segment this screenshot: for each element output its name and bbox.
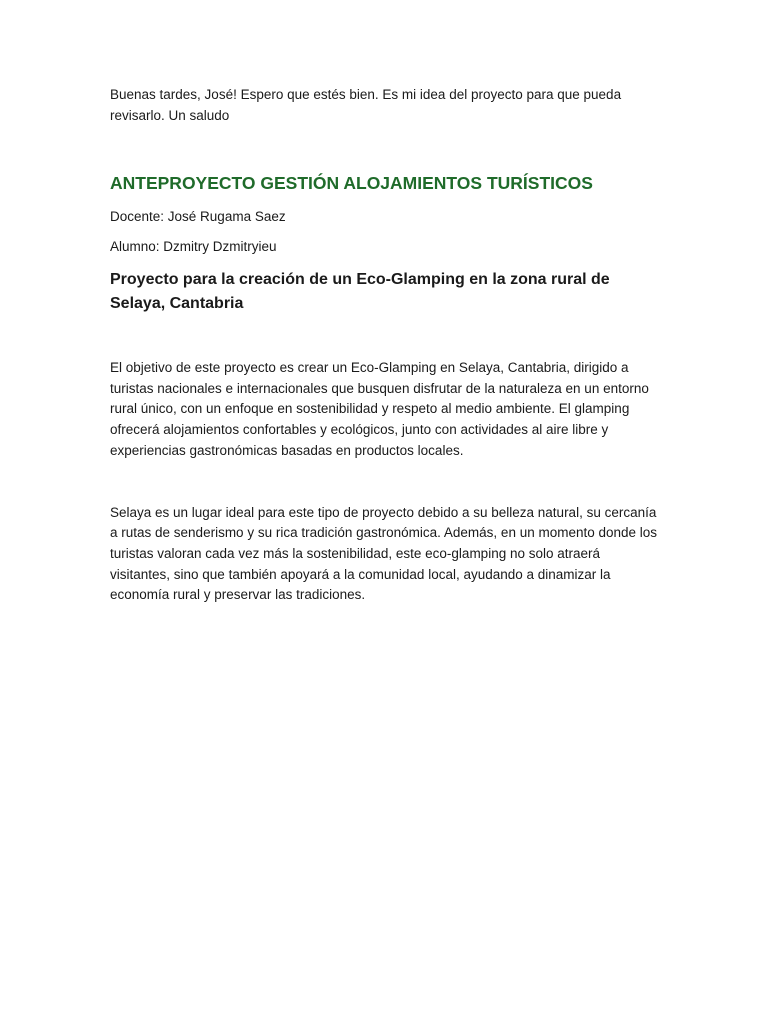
paragraph-objective: El objetivo de este proyecto es crear un Eco-Glamping en Selaya, Cantabria, dirigido a turistas nacionales e internacionales que busquen disfrutar de la naturaleza en un entorno rural único, con un enfoque en sostenibilidad y respeto al medio ambiente. El glamping ofrecerá alojamientos confortables y ecológicos, junto con actividades al aire libre y experiencias gastronómicas basadas en productos locales. xyxy=(110,360,649,458)
document-title: ANTEPROYECTO GESTIÓN ALOJAMIENTOS TURÍSTICOS xyxy=(110,173,593,193)
student-line: Alumno: Dzmitry Dzmitryieu xyxy=(110,239,277,254)
teacher-line: Docente: José Rugama Saez xyxy=(110,209,286,224)
greeting-text: Buenas tardes, José! Espero que estés bien. Es mi idea del proyecto para que pueda revisarlo. Un saludo xyxy=(110,87,622,123)
project-subtitle: Proyecto para la creación de un Eco-Glamping en la zona rural de Selaya, Cantabria xyxy=(110,271,610,312)
paragraph-location: Selaya es un lugar ideal para este tipo de proyecto debido a su belleza natural, su cercanía a rutas de senderismo y su rica tradición gastronómica. Además, en un momento donde los turistas valoran cada vez más la sostenibilidad, este eco-glamping no solo atraerá visitantes, sino que también apoyará a la comunidad local, ayudando a dinamizar la economía rural y preservar las tradiciones. xyxy=(110,504,658,603)
document-page xyxy=(110,84,662,606)
